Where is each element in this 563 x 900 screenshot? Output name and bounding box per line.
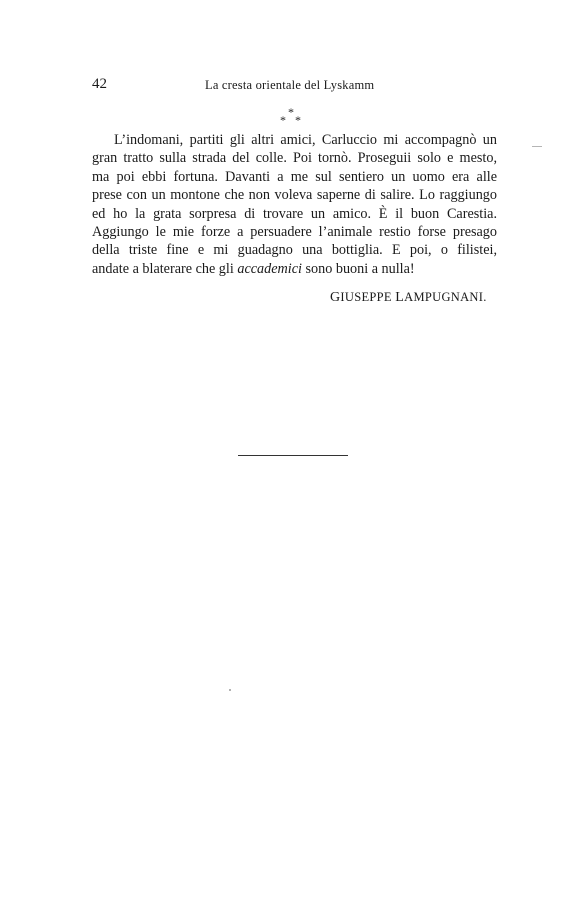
margin-mark xyxy=(532,146,542,147)
paragraph-line: prese con un montone che non voleva saperne di salire. Lo raggiungo xyxy=(92,187,497,204)
body-paragraph xyxy=(92,131,497,278)
author-signature xyxy=(330,290,487,306)
last-line-end: sono buoni a nulla! xyxy=(301,260,415,277)
signature-last-name: AMPUGNANI. xyxy=(404,290,487,304)
section-separator-rule xyxy=(238,455,348,456)
paragraph-line: ed ho la grata sorpresa di trovare un amico. È il buon Carestia. xyxy=(92,205,497,222)
asterism-star: * xyxy=(295,113,301,127)
asterism-star: * xyxy=(288,105,294,119)
running-title: La cresta orientale del Lyskamm xyxy=(205,78,375,92)
paragraph-last-line xyxy=(92,260,497,278)
page-number: 42 xyxy=(92,76,107,92)
paragraph-line: ma poi ebbi fortuna. Davanti a me sul sentiero un uomo era alle xyxy=(92,168,497,185)
paragraph-line: Aggiungo le mie forze a persuadere l’animale restio forse presago xyxy=(92,224,497,241)
paragraph-line: L’indomani, partiti gli altri amici, Carluccio mi accompagnò un xyxy=(114,132,497,148)
italic-word: accademici xyxy=(237,260,302,277)
ink-speck xyxy=(229,689,231,691)
paragraph-line: della triste fine e mi guadagno una bottiglia. E poi, o filistei, xyxy=(92,242,497,259)
signature-initial: L xyxy=(395,290,405,305)
asterism-star: * xyxy=(280,113,286,127)
signature-initial: G xyxy=(330,290,341,305)
paragraph-line: gran tratto sulla strada del colle. Poi tornò. Proseguii solo e mesto, xyxy=(92,150,497,167)
last-line-start: andate a blaterare che gli xyxy=(92,260,238,277)
signature-first-name: IUSEPPE xyxy=(340,290,396,304)
asterism-divider xyxy=(280,106,306,128)
